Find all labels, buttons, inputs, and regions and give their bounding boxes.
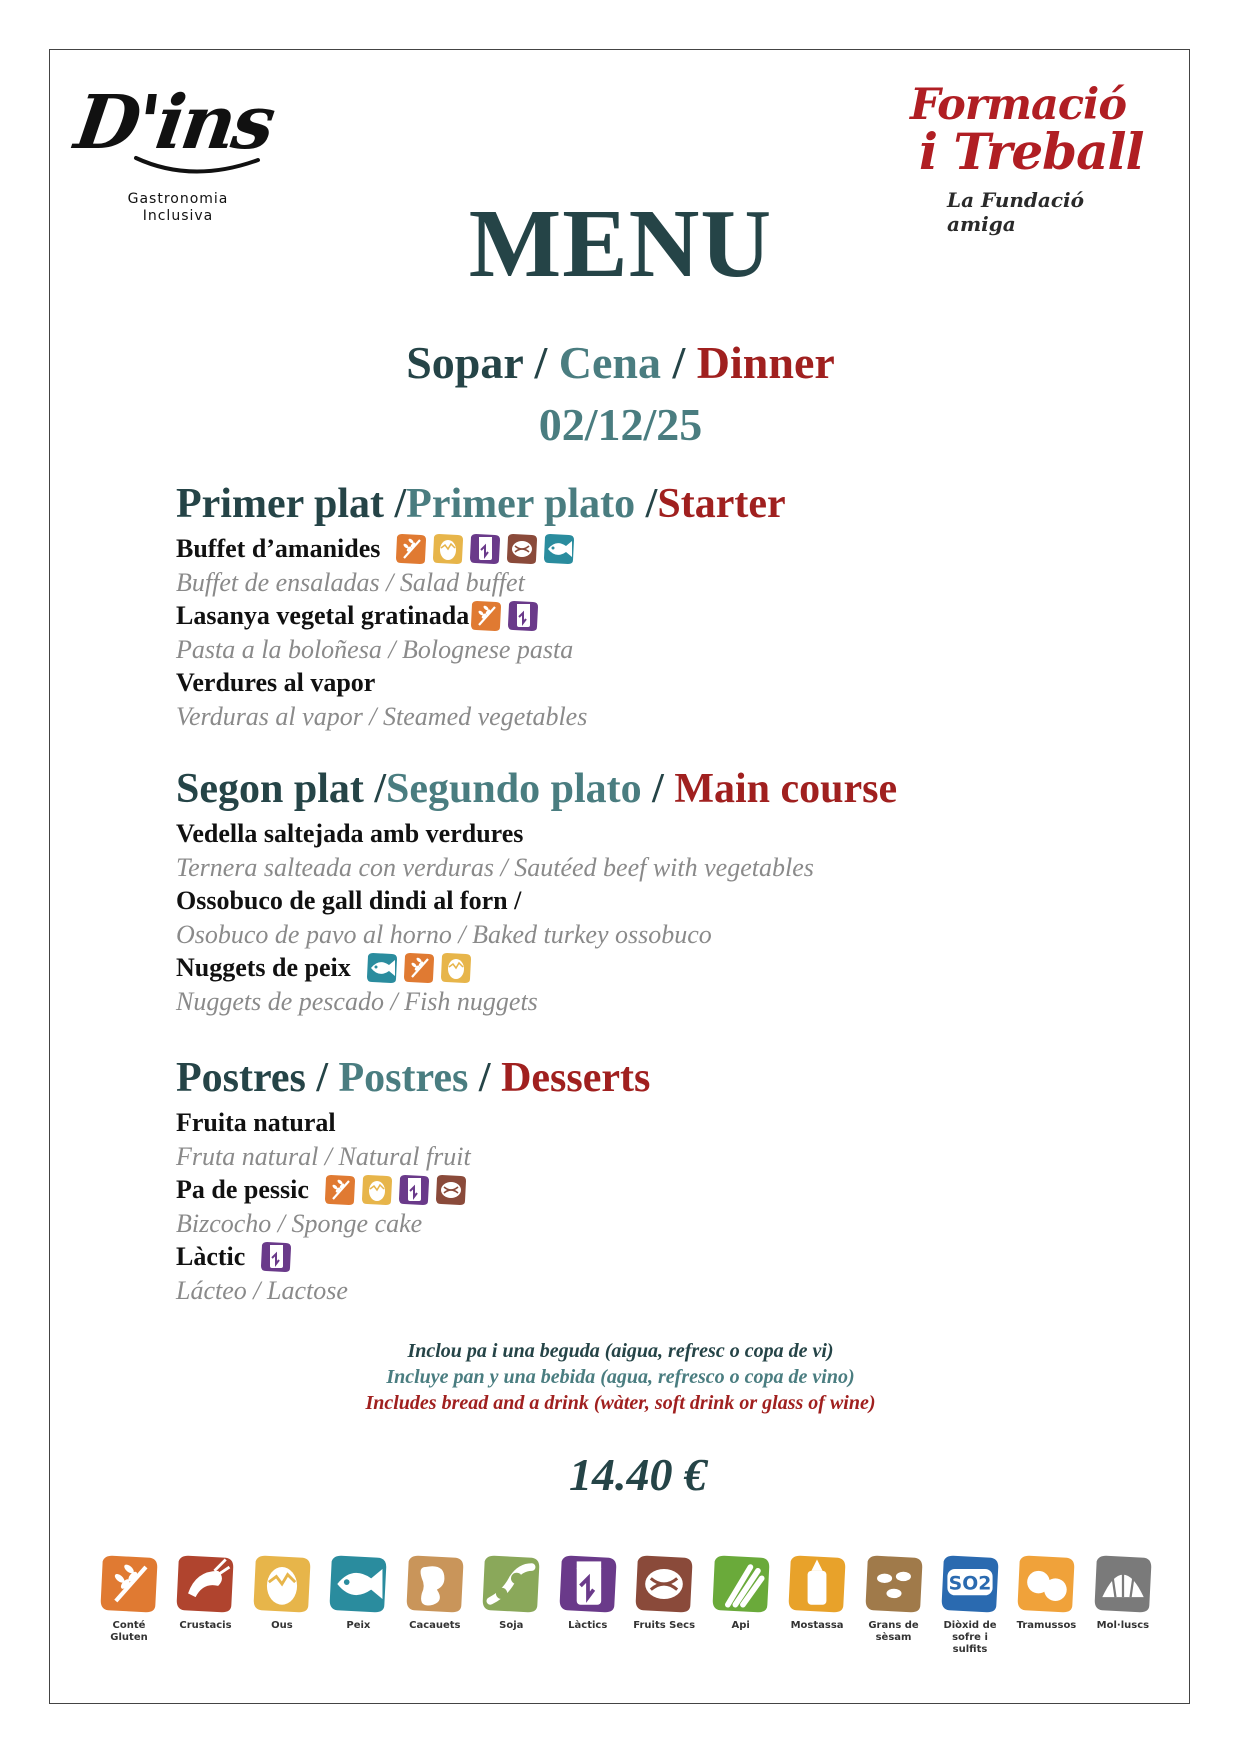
sulphites-allergen-icon [937, 1552, 1003, 1616]
legend-item-fish [325, 1552, 391, 1656]
fish-allergen-icon [365, 951, 399, 985]
dish-translation: Verduras al vapor / Steamed vegetables [176, 702, 588, 731]
allergen-legend [96, 1552, 1156, 1656]
eggs-allergen-icon [439, 951, 473, 985]
meal-subtitle [0, 336, 1241, 389]
eggs-allergen-icon [431, 532, 465, 566]
dish-translation: Osobuco de pavo al horno / Baked turkey ossobuco [176, 920, 712, 949]
dins-swoosh-icon [132, 154, 262, 178]
legend-label: Làctics [568, 1620, 608, 1631]
section-starter [176, 478, 1076, 733]
legend-item-dairy [555, 1552, 621, 1656]
section-heading-en: Desserts [501, 1055, 651, 1101]
separator: / [534, 337, 548, 388]
dairy-allergen-icon [259, 1240, 293, 1274]
allergen-icons [323, 1173, 468, 1207]
section-heading-cat: Primer plat [176, 481, 384, 527]
eggs-allergen-icon [360, 1173, 394, 1207]
section-heading-es: Segundo plato [386, 766, 642, 812]
dish-translation: Buffet de ensaladas / Salad buffet [176, 568, 525, 597]
section-heading-es: Primer plato [406, 481, 636, 527]
sesame-allergen-icon [861, 1552, 927, 1616]
dish-name-text: Vedella saltejada amb verdures [176, 819, 524, 848]
dish-name-text: Fruita natural [176, 1108, 336, 1137]
separator: / [374, 766, 387, 812]
section-heading-es: Postres [338, 1055, 469, 1101]
gluten-allergen-icon [323, 1173, 357, 1207]
dish-name [176, 532, 1076, 566]
allergen-icons [365, 951, 473, 985]
dins-logo-wordmark: D'ins [69, 80, 278, 166]
dish-translation: Lácteo / Lactose [176, 1276, 348, 1305]
section-heading-en: Main course [674, 766, 898, 812]
section-desserts [176, 1052, 1076, 1307]
separator: / [672, 337, 686, 388]
dins-subtitle-line2: Inclusiva [142, 208, 214, 224]
legend-label: Peix [346, 1620, 371, 1631]
allergen-icons [469, 599, 540, 633]
dish-name [176, 1240, 1076, 1274]
nuts-allergen-icon [631, 1552, 697, 1616]
dish-name [176, 1106, 1076, 1140]
dish-translation: Pasta a la boloñesa / Bolognese pasta [176, 635, 574, 664]
dairy-allergen-icon [506, 599, 540, 633]
legend-item-soy [478, 1552, 544, 1656]
lupin-allergen-icon [1013, 1552, 1079, 1616]
gluten-allergen-icon [96, 1552, 162, 1616]
section-heading [176, 1052, 1076, 1104]
legend-label: Cacauets [409, 1620, 461, 1631]
legend-label: Grans de sèsam [868, 1620, 919, 1643]
legend-label: Tramussos [1016, 1620, 1077, 1631]
legend-item-celery [708, 1552, 774, 1656]
dish-name [176, 1173, 1076, 1207]
dish-name-text: Verdures al vapor [176, 668, 376, 697]
legend-item-gluten [96, 1552, 162, 1656]
legend-label: Diòxid de sofre i sulfits [943, 1620, 997, 1655]
dish-name [176, 599, 1076, 633]
fish-allergen-icon [542, 532, 576, 566]
dish-name [176, 817, 1076, 851]
legend-item-sesame [861, 1552, 927, 1656]
svg-text:SO2: SO2 [948, 1573, 992, 1595]
legend-item-mustard [784, 1552, 850, 1656]
menu-body [176, 478, 1076, 1307]
crustaceans-allergen-icon [172, 1552, 238, 1616]
mustard-allergen-icon [784, 1552, 850, 1616]
dairy-allergen-icon [555, 1552, 621, 1616]
dish-translation: Fruta natural / Natural fruit [176, 1142, 471, 1171]
legend-item-lupin [1013, 1552, 1079, 1656]
section-heading-cat: Segon plat [176, 766, 364, 812]
dish-name-text: Pa de pessic [176, 1175, 309, 1204]
fit-logo-line1: Formació [910, 80, 1127, 130]
soy-allergen-icon [478, 1552, 544, 1616]
dish-name-text: Buffet d’amanides [176, 534, 381, 563]
legend-item-sulphites [937, 1552, 1003, 1656]
legend-item-molluscs [1090, 1552, 1156, 1656]
legend-label: Crustacis [179, 1620, 232, 1631]
legend-label: Api [731, 1620, 750, 1631]
section-heading-en: Starter [657, 481, 786, 527]
dish-name-text: Ossobuco de gall dindi al forn / [176, 886, 522, 915]
dish-name-text: Làctic [176, 1242, 246, 1271]
separator: / [394, 481, 407, 527]
dish-name [176, 666, 1076, 700]
legend-item-eggs [249, 1552, 315, 1656]
fit-logo-tagline: La Fundació amiga [947, 188, 1084, 236]
dish-translation: Bizcocho / Sponge cake [176, 1209, 423, 1238]
meal-label-en: Dinner [696, 337, 835, 388]
meal-label-es: Cena [558, 337, 661, 388]
gluten-allergen-icon [394, 532, 428, 566]
legend-label: Mol·luscs [1096, 1620, 1150, 1631]
dairy-allergen-icon [468, 532, 502, 566]
menu-date: 02/12/25 [538, 399, 703, 450]
section-main-course [176, 763, 1076, 1018]
legend-label: Ous [271, 1620, 293, 1631]
molluscs-allergen-icon [1090, 1552, 1156, 1616]
includes-note-cat: Inclou pa i una beguda (aigua, refresc o copa de vi) [407, 1340, 834, 1362]
legend-item-peanuts [402, 1552, 468, 1656]
dish-name [176, 951, 1076, 985]
peanuts-allergen-icon [402, 1552, 468, 1616]
section-heading [176, 763, 1076, 815]
legend-item-crustaceans [172, 1552, 238, 1656]
includes-note [0, 1338, 1241, 1416]
separator: / [652, 766, 664, 812]
dish-name [176, 884, 1076, 918]
menu-price: 14.40 € [569, 1449, 707, 1500]
dish-name-text: Nuggets de peix [176, 953, 351, 982]
dish-translation: Ternera salteada con verduras / Sautéed beef with vegetables [176, 853, 814, 882]
includes-note-es: Incluye pan y una bebida (agua, refresco o copa de vino) [386, 1366, 855, 1388]
nuts-allergen-icon [434, 1173, 468, 1207]
allergen-icons [394, 532, 576, 566]
legend-label: Conté Gluten [110, 1620, 148, 1643]
legend-item-nuts [631, 1552, 697, 1656]
legend-label: Fruits Secs [633, 1620, 696, 1631]
section-heading [176, 478, 1076, 530]
dairy-allergen-icon [397, 1173, 431, 1207]
celery-allergen-icon [708, 1552, 774, 1616]
section-heading-cat: Postres [176, 1055, 306, 1101]
gluten-allergen-icon [469, 599, 503, 633]
separator: / [645, 481, 658, 527]
page-title: MENU [468, 190, 773, 298]
legend-label: Soja [499, 1620, 524, 1631]
dins-subtitle-line1: Gastronomia [127, 191, 229, 207]
fit-logo-line2: i Treball [919, 122, 1144, 181]
nuts-allergen-icon [505, 532, 539, 566]
dish-translation: Nuggets de pescado / Fish nuggets [176, 987, 538, 1016]
gluten-allergen-icon [402, 951, 436, 985]
dish-name-text: Lasanya vegetal gratinada [176, 601, 470, 630]
allergen-icons [259, 1240, 293, 1274]
fish-allergen-icon [325, 1552, 391, 1616]
legend-label: Mostassa [790, 1620, 844, 1631]
separator: / [478, 1055, 491, 1101]
includes-note-en: Includes bread and a drink (wàter, soft drink or glass of wine) [365, 1392, 876, 1414]
eggs-allergen-icon [249, 1552, 315, 1616]
meal-label-cat: Sopar [406, 337, 523, 388]
separator: / [316, 1055, 329, 1101]
